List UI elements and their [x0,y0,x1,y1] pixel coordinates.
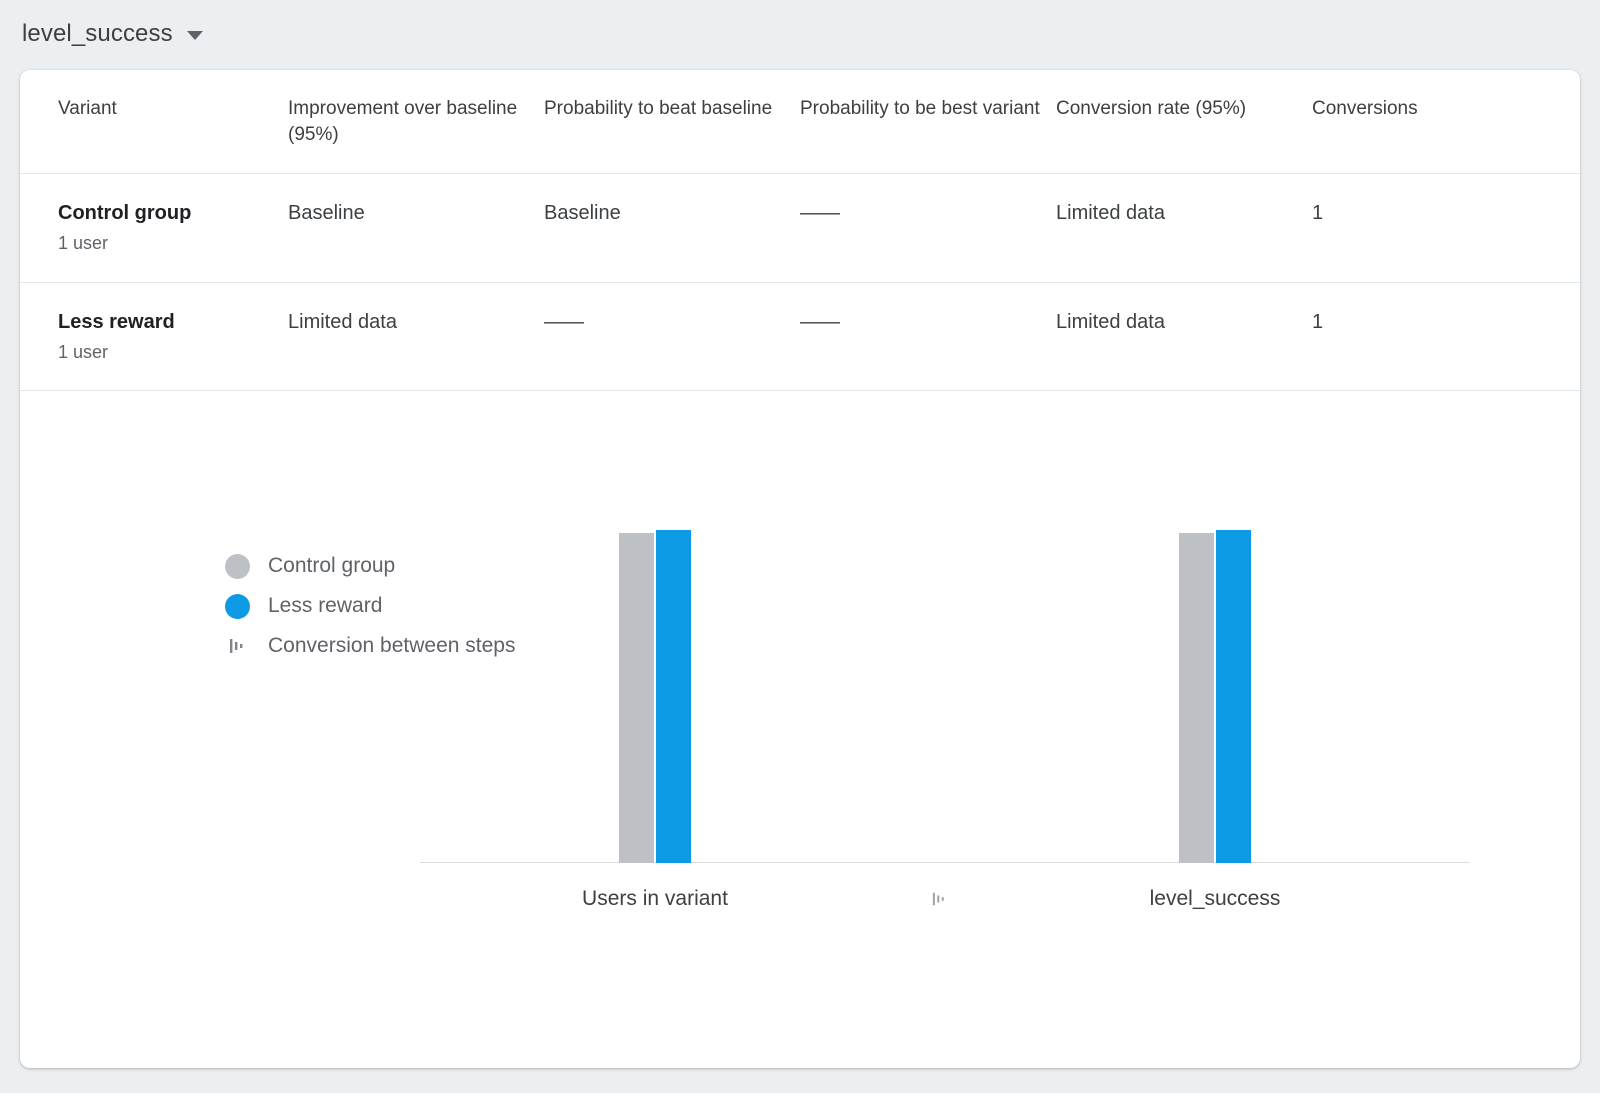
legend-color-swatch-icon [225,554,250,579]
prob-beat-baseline-cell: Baseline [544,174,800,282]
table-row [20,282,1580,390]
legend-label: Control group [268,554,396,578]
column-header-conversions: Conversions [1312,70,1580,174]
variants-table-body [20,174,1580,391]
results-card [20,70,1580,1068]
conversion-between-steps-icon [225,634,250,659]
metric-selector-label: level_success [22,20,173,47]
chart-area [20,391,1580,1011]
variants-table-header [20,70,1580,174]
prob-best-variant-cell: —— [800,282,1056,390]
legend-color-swatch-icon [225,594,250,619]
conversion-rate-cell: Limited data [1056,282,1312,390]
x-axis-tick-label: level_success [1149,887,1281,911]
legend-label: Conversion between steps [268,634,516,658]
column-header-prob-beat-baseline: Probability to beat baseline [544,70,800,174]
x-axis-tick-label: Users in variant [582,887,728,911]
variants-table [20,70,1580,391]
column-header-prob-best-variant: Probability to be best variant [800,70,1056,174]
variant-user-count: 1 user [58,233,109,254]
metric-selector-bar [0,0,1600,68]
bar-control-group[interactable] [619,533,654,863]
conversion-between-steps-marker-icon [925,891,955,907]
prob-best-variant-cell: —— [800,174,1056,282]
bar-group-users-in-variant [545,530,765,863]
conversions-cell: 1 [1312,174,1580,282]
prob-beat-baseline-cell: —— [544,282,800,390]
improvement-cell: Baseline [288,174,544,282]
conversions-cell: 1 [1312,282,1580,390]
bar-less-reward[interactable] [656,530,691,863]
bar-chart [420,391,1470,951]
legend-label: Less reward [268,594,383,618]
bar-control-group[interactable] [1179,533,1214,863]
variant-cell [20,174,288,282]
table-row [20,174,1580,282]
bar-less-reward[interactable] [1216,530,1251,863]
table-header-row [20,70,1580,174]
metric-selector[interactable] [22,20,203,48]
column-header-variant: Variant [20,70,288,174]
column-header-conversion-rate: Conversion rate (95%) [1056,70,1312,174]
variant-user-count: 1 user [58,341,109,362]
conversion-rate-cell: Limited data [1056,174,1312,282]
variant-name: Less reward [58,310,175,333]
improvement-cell: Limited data [288,282,544,390]
variant-name: Control group [58,202,192,225]
variant-cell [20,282,288,390]
chevron-down-icon [187,31,203,40]
bar-group-level-success [1105,530,1325,863]
column-header-improvement: Improvement over baseline (95%) [288,70,544,174]
